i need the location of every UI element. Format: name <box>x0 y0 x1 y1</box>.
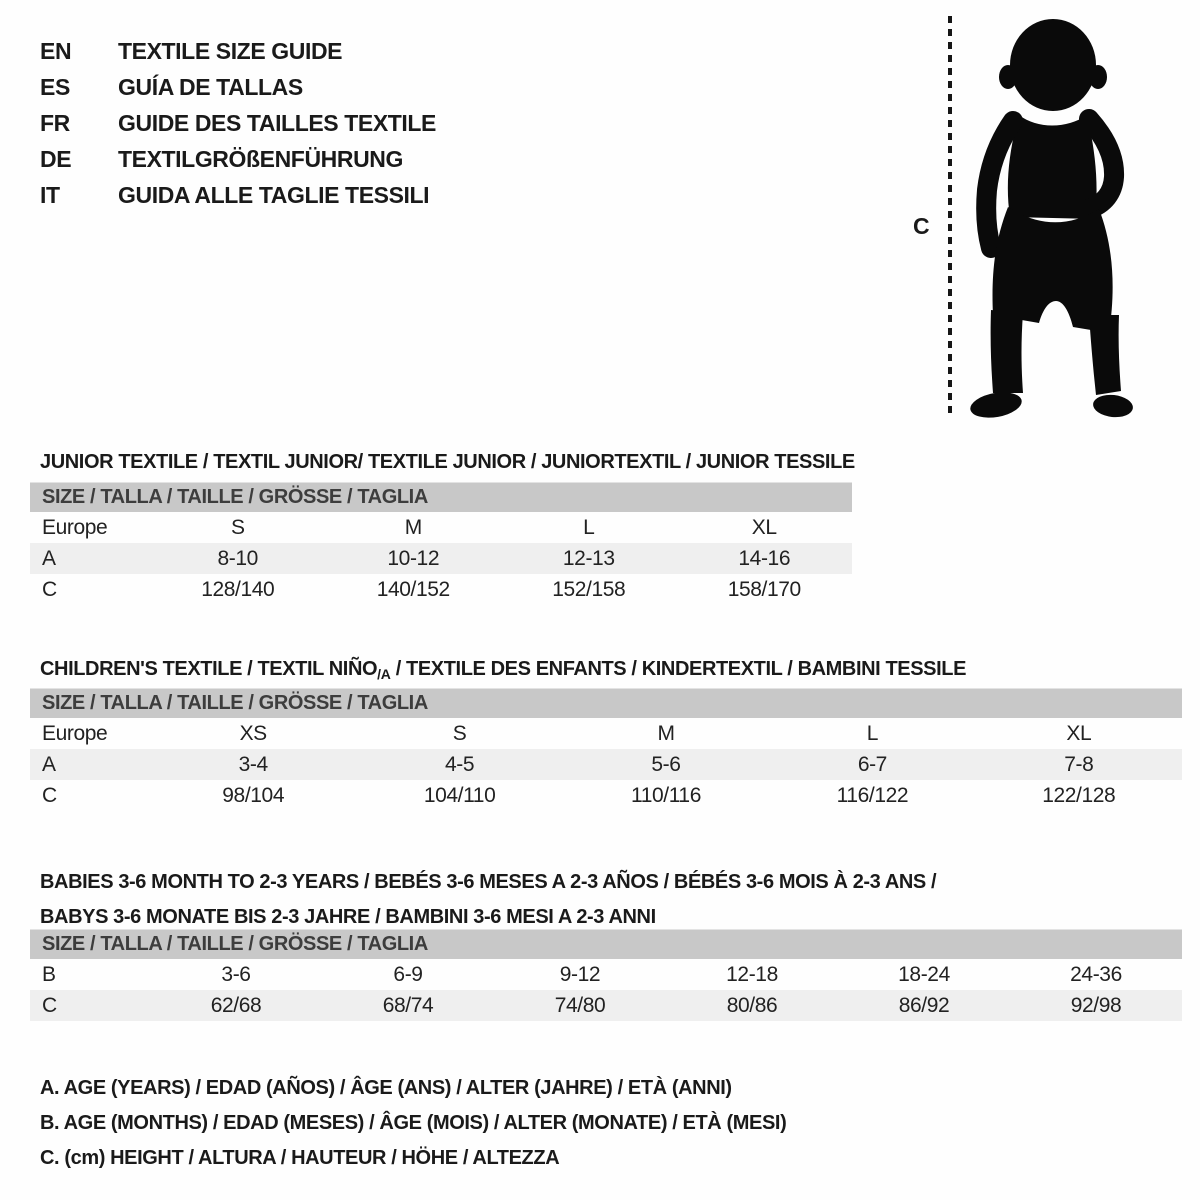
months-cell: 3-6 <box>221 962 251 986</box>
height-cell: 110/116 <box>630 783 701 807</box>
language-title-list <box>40 33 436 213</box>
age-cell: 8-10 <box>217 546 258 570</box>
babies-height-row <box>30 990 1182 1021</box>
size-cell: L <box>866 721 879 745</box>
months-cell: 24-36 <box>1070 962 1122 986</box>
region-label: Europe <box>42 515 108 539</box>
guide-title-es: GUÍA DE TALLAS <box>118 73 303 100</box>
children-age-row <box>30 749 1182 780</box>
age-cell: 3-4 <box>238 752 268 776</box>
guide-title-it: GUIDA ALLE TAGLIE TESSILI <box>118 181 430 208</box>
size-table-header-bar: SIZE / TALLA / TAILLE / GRÖSSE / TAGLIA <box>30 929 1182 959</box>
months-cell: 9-12 <box>559 962 601 986</box>
language-code: IT <box>40 181 60 208</box>
age-cell: 10-12 <box>387 546 440 570</box>
size-cell: S <box>230 515 245 539</box>
junior-height-row <box>30 574 852 605</box>
legend-line-c: C. (cm) HEIGHT / ALTURA / HAUTEUR / HÖHE / ALTEZZA <box>40 1147 560 1169</box>
babies-section-title <box>40 865 936 935</box>
height-cell: 122/128 <box>1042 783 1116 807</box>
months-cell: 18-24 <box>898 962 950 986</box>
size-cell: XS <box>239 721 267 745</box>
children-title-sub: /A <box>377 665 391 682</box>
legend-line-a: A. AGE (YEARS) / EDAD (AÑOS) / ÂGE (ANS) / ALTER (JAHRE) / ETÀ (ANNI) <box>40 1077 732 1099</box>
row-label: A <box>42 752 56 776</box>
age-cell: 12-13 <box>562 546 615 570</box>
height-cell: 140/152 <box>376 577 450 601</box>
size-table-header-bar: SIZE / TALLA / TAILLE / GRÖSSE / TAGLIA <box>30 482 852 512</box>
height-cell: 128/140 <box>201 577 275 601</box>
language-row-de <box>40 141 436 177</box>
children-title-post: / TEXTILE DES ENFANTS / KINDERTEXTIL / BAMBINI TESSILE <box>390 657 967 680</box>
size-cell: M <box>404 515 422 539</box>
months-cell: 12-18 <box>726 962 778 986</box>
legend-line-b: B. AGE (MONTHS) / EDAD (MESES) / ÂGE (MOIS) / ALTER (MONATE) / ETÀ (MESI) <box>40 1112 787 1134</box>
measure-legend <box>40 1071 786 1176</box>
children-height-row <box>30 780 1182 811</box>
height-dashed-line <box>948 16 952 417</box>
height-cell: 152/158 <box>552 577 626 601</box>
babies-title-line1: BABIES 3-6 MONTH TO 2-3 YEARS / BEBÉS 3-6 MESES A 2-3 AÑOS / BÉBÉS 3-6 MOIS À 2-3 ANS / <box>40 870 937 893</box>
babies-months-row <box>30 959 1182 990</box>
height-measure-label: C <box>913 213 930 239</box>
junior-header-row <box>30 512 852 543</box>
language-code: FR <box>40 109 70 136</box>
height-cell: 104/110 <box>423 783 496 807</box>
guide-title-fr: GUIDE DES TAILLES TEXTILE <box>118 109 436 136</box>
language-row-es <box>40 69 436 105</box>
height-cell: 74/80 <box>554 993 606 1017</box>
language-row-it <box>40 177 436 213</box>
height-cell: 62/68 <box>210 993 262 1017</box>
children-size-table <box>30 688 1182 811</box>
height-cell: 68/74 <box>382 993 434 1017</box>
size-cell: L <box>583 515 595 539</box>
size-cell: S <box>452 721 467 745</box>
size-cell: M <box>657 721 675 745</box>
age-cell: 6-7 <box>857 752 887 776</box>
height-cell: 116/122 <box>836 783 909 807</box>
size-cell: XL <box>751 515 777 539</box>
guide-title-de: TEXTILGRÖßENFÜHRUNG <box>118 145 403 172</box>
junior-age-row <box>30 543 852 574</box>
height-cell: 80/86 <box>726 993 778 1017</box>
size-cell: XL <box>1066 721 1092 745</box>
row-label: C <box>42 783 57 807</box>
children-section-title <box>40 658 966 682</box>
row-label: C <box>42 993 57 1017</box>
height-cell: 98/104 <box>222 783 285 807</box>
size-table-header-bar: SIZE / TALLA / TAILLE / GRÖSSE / TAGLIA <box>30 688 1182 718</box>
height-cell: 158/170 <box>727 577 801 601</box>
language-code: DE <box>40 145 72 172</box>
height-cell: 86/92 <box>898 993 950 1017</box>
junior-section-title: JUNIOR TEXTILE / TEXTIL JUNIOR/ TEXTILE JUNIOR / JUNIORTEXTIL / JUNIOR TESSILE <box>40 450 855 473</box>
row-label: A <box>42 546 56 570</box>
babies-title-line2: BABYS 3-6 MONATE BIS 2-3 JAHRE / BAMBINI 3-6 MESI A 2-3 ANNI <box>40 905 656 928</box>
language-row-en <box>40 33 436 69</box>
row-label: B <box>42 962 56 986</box>
row-label: C <box>42 577 57 601</box>
junior-size-table <box>30 482 852 605</box>
age-cell: 5-6 <box>651 752 681 776</box>
babies-size-table <box>30 929 1182 1021</box>
months-cell: 6-9 <box>393 962 423 986</box>
language-code: EN <box>40 37 72 64</box>
language-row-fr <box>40 105 436 141</box>
toddler-silhouette <box>963 15 1138 420</box>
children-header-row <box>30 718 1182 749</box>
age-cell: 7-8 <box>1064 752 1094 776</box>
region-label: Europe <box>42 721 108 745</box>
guide-title-en: TEXTILE SIZE GUIDE <box>118 37 343 64</box>
age-cell: 4-5 <box>445 752 475 776</box>
age-cell: 14-16 <box>738 546 791 570</box>
language-code: ES <box>40 73 70 100</box>
height-cell: 92/98 <box>1070 993 1122 1017</box>
children-title-pre: CHILDREN'S TEXTILE / TEXTIL NIÑO <box>40 657 378 680</box>
